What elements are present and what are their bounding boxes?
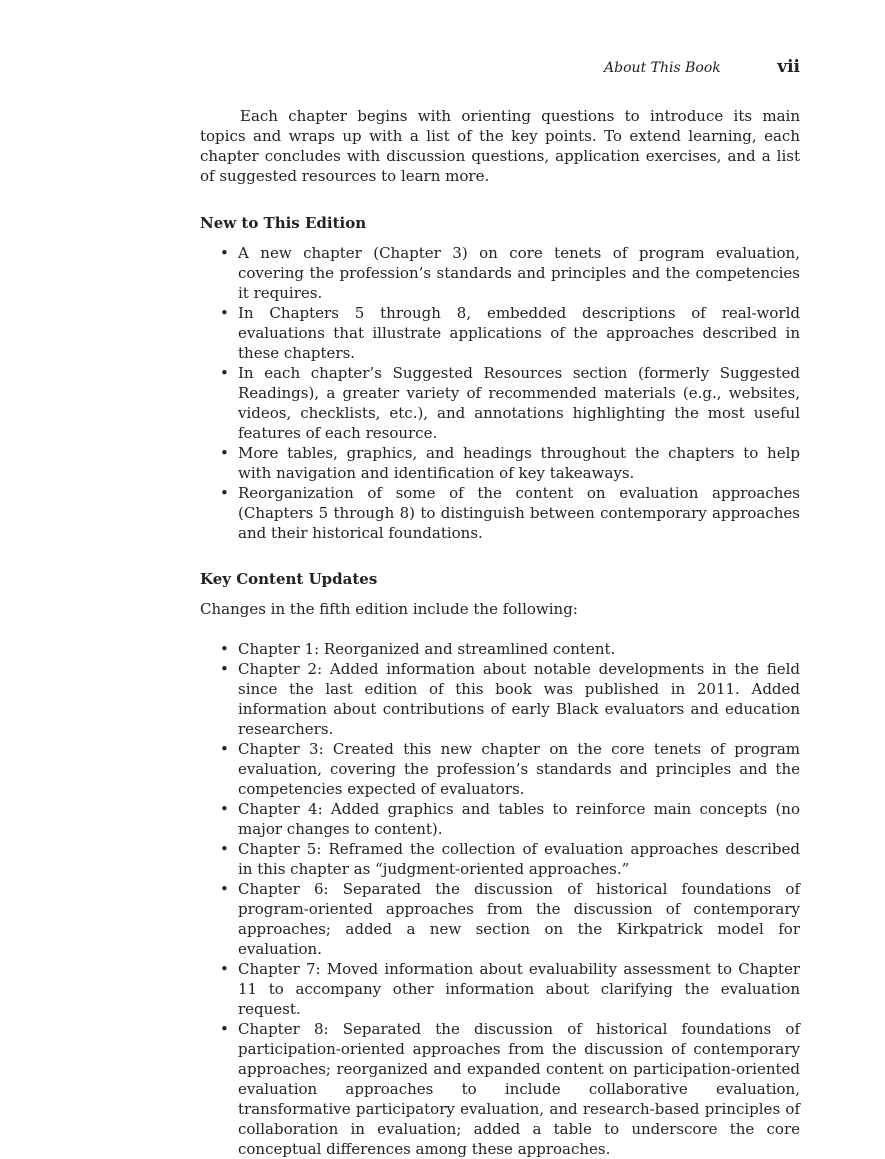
list-item	[200, 659, 800, 739]
list-item-text: Chapter 3: Created this new chapter on the core tenets of program evaluation, covering the profession’s standards and principles and the competencies expected of evaluators.	[238, 740, 800, 798]
list-item	[200, 443, 800, 483]
new-edition-list	[200, 243, 800, 543]
list-item	[200, 639, 800, 659]
key-updates-intro: Changes in the fifth edition include the following:	[200, 600, 578, 618]
list-item-text: Chapter 1: Reorganized and streamlined content.	[238, 640, 616, 658]
list-item-text: A new chapter (Chapter 3) on core tenets of program evaluation, covering the profession’s standards and principles and the competencies it requires.	[238, 244, 800, 302]
list-item	[200, 879, 800, 959]
list-item	[200, 959, 800, 1019]
list-item	[200, 799, 800, 839]
list-item-text: Chapter 6: Separated the discussion of historical foundations of program-oriented approaches from the discussion of contemporary approaches; added a new section on the Kirkpatrick model for evaluation.	[238, 880, 800, 958]
bullet-icon: •	[220, 660, 229, 678]
bullet-icon: •	[220, 640, 229, 658]
bullet-icon: •	[220, 1020, 229, 1038]
bullet-icon: •	[220, 244, 229, 262]
bullet-icon: •	[220, 484, 229, 502]
bullet-icon: •	[220, 304, 229, 322]
list-item-text: In Chapters 5 through 8, embedded descriptions of real-world evaluations that illustrate applications of the approaches described in these chapters.	[238, 304, 800, 362]
key-updates-heading: Key Content Updates	[200, 570, 378, 588]
new-edition-heading: New to This Edition	[200, 214, 367, 232]
list-item	[200, 739, 800, 799]
list-item-text: Chapter 7: Moved information about evaluability assessment to Chapter 11 to accompany other information about clarifying the evaluation request.	[238, 960, 800, 1018]
bullet-icon: •	[220, 800, 229, 818]
list-item	[200, 839, 800, 879]
bullet-icon: •	[220, 880, 229, 898]
list-item	[200, 1019, 800, 1159]
bullet-icon: •	[220, 364, 229, 382]
key-updates-list	[200, 639, 800, 1159]
bullet-icon: •	[220, 960, 229, 978]
list-item	[200, 243, 800, 303]
page-number: vii	[777, 57, 800, 77]
intro-paragraph: Each chapter begins with orienting questions to introduce its main topics and wraps up with a list of the key points. To extend learning, each chapter concludes with discussion questions, application exercises, and a list of suggested resources to learn more.	[200, 107, 800, 185]
running-title: About This Book	[604, 60, 721, 76]
list-item-text: Chapter 2: Added information about notable developments in the field since the last edition of this book was published in 2011. Added information about contributions of early Black evaluators and education researchers.	[238, 660, 800, 738]
body-text	[200, 106, 800, 1159]
bullet-icon: •	[220, 840, 229, 858]
list-item-text: More tables, graphics, and headings throughout the chapters to help with navigation and identification of key takeaways.	[238, 444, 800, 482]
bullet-icon: •	[220, 740, 229, 758]
list-item-text: Reorganization of some of the content on evaluation approaches (Chapters 5 through 8) to distinguish between contemporary approaches and their historical foundations.	[238, 484, 800, 542]
running-head	[200, 58, 800, 77]
list-item	[200, 363, 800, 443]
list-item-text: Chapter 8: Separated the discussion of historical foundations of participation-oriented approaches from the discussion of contemporary approaches; reorganized and expanded content on participation-oriented evaluation approaches to include collaborative evaluation, transformative participatory evaluation, and research-based principles of collaboration in evaluation; added a table to underscore the core conceptual differences among these approaches.	[238, 1020, 800, 1158]
list-item-text: Chapter 5: Reframed the collection of evaluation approaches described in this chapter as “judgment-oriented approaches.”	[238, 840, 800, 878]
list-item	[200, 483, 800, 543]
list-item-text: In each chapter’s Suggested Resources section (formerly Suggested Readings), a greater variety of recommended materials (e.g., websites, videos, checklists, etc.), and annotations highlighting the most useful features of each resource.	[238, 364, 800, 442]
bullet-icon: •	[220, 444, 229, 462]
list-item	[200, 303, 800, 363]
list-item-text: Chapter 4: Added graphics and tables to reinforce main concepts (no major changes to content).	[238, 800, 800, 838]
